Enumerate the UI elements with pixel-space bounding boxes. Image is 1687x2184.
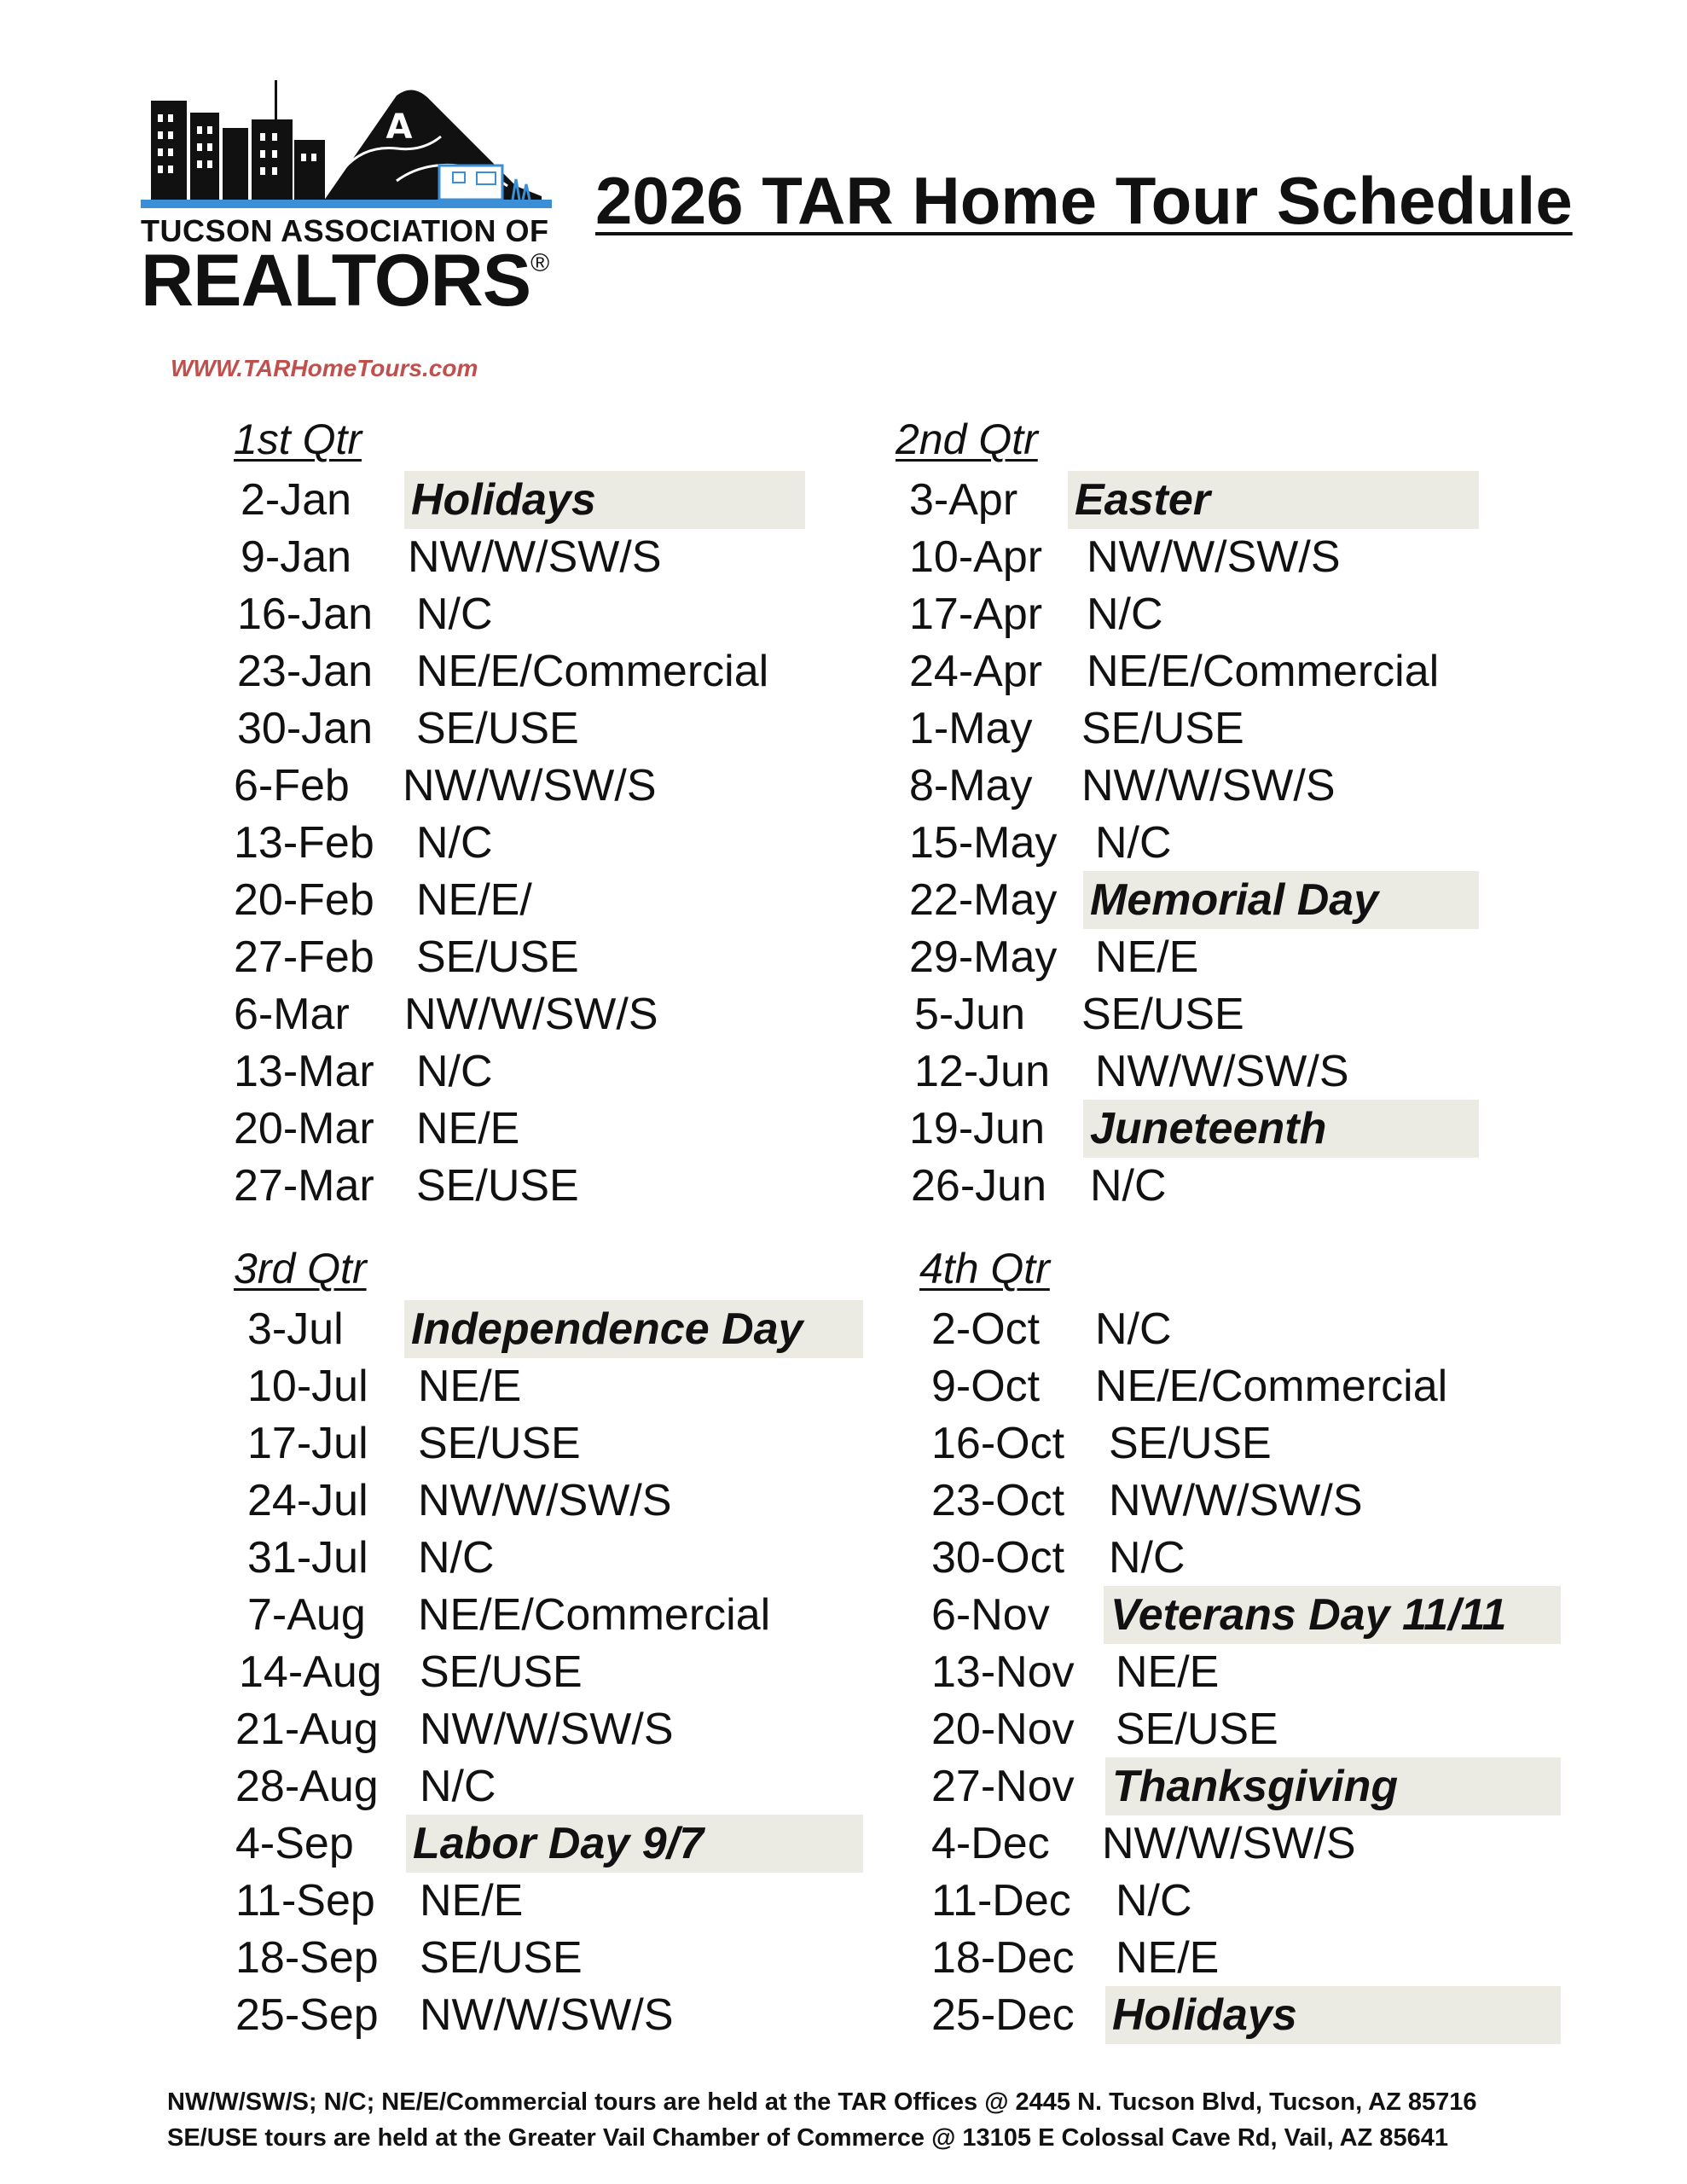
tour-area: SE/USE — [1109, 1419, 1272, 1468]
tour-date: 5-Jun — [914, 990, 1026, 1039]
tour-date: 28-Aug — [235, 1762, 379, 1811]
tour-date: 4-Sep — [235, 1819, 354, 1868]
svg-text:A: A — [386, 107, 413, 147]
logo-wordmark: REALTORS — [141, 240, 531, 322]
quarter-1-heading: 1st Qtr — [234, 415, 362, 463]
tour-area: NW/W/SW/S — [420, 1705, 674, 1754]
tour-date: 8-May — [909, 761, 1033, 810]
tour-area: N/C — [416, 590, 493, 639]
tour-area: SE/USE — [418, 1419, 581, 1468]
tour-area: NE/E — [420, 1876, 524, 1926]
tour-date: 4-Dec — [931, 1819, 1050, 1868]
tour-date: 10-Apr — [909, 532, 1043, 582]
tour-date: 29-May — [909, 932, 1058, 982]
holiday-label: Holidays — [404, 471, 805, 529]
tour-date: 24-Apr — [909, 647, 1043, 696]
tour-date: 3-Apr — [909, 475, 1018, 525]
tour-area: NE/E/Commercial — [418, 1590, 771, 1640]
holiday-label: Juneteenth — [1083, 1100, 1479, 1158]
tour-area: SE/USE — [420, 1647, 583, 1697]
tour-date: 17-Apr — [909, 590, 1043, 639]
tour-date: 15-May — [909, 818, 1058, 868]
tour-date: 16-Jan — [237, 590, 373, 639]
tour-area: NW/W/SW/S — [408, 532, 662, 582]
tour-area: N/C — [416, 1047, 493, 1096]
quarter-3-heading: 3rd Qtr — [234, 1245, 367, 1292]
tour-date: 2-Jan — [241, 475, 352, 525]
tour-area: NE/E/Commercial — [1087, 647, 1440, 696]
tour-date: 18-Dec — [931, 1933, 1075, 1983]
tour-area: N/C — [420, 1762, 496, 1811]
tour-date: 22-May — [909, 875, 1058, 925]
tour-date: 11-Sep — [235, 1876, 375, 1926]
tour-date: 24-Jul — [247, 1476, 368, 1525]
page-title: 2026 TAR Home Tour Schedule — [595, 163, 1573, 238]
tour-date: 13-Feb — [234, 818, 374, 868]
tour-area: NW/W/SW/S — [1087, 532, 1341, 582]
holiday-label: Easter — [1068, 471, 1479, 529]
holiday-label: Independence Day — [404, 1300, 863, 1358]
city-mountain-skyline-icon — [141, 77, 552, 213]
tour-date: 6-Mar — [234, 990, 350, 1039]
tour-date: 27-Mar — [234, 1161, 374, 1211]
tour-date: 23-Jan — [237, 647, 373, 696]
tour-area: NW/W/SW/S — [420, 1990, 674, 2040]
tour-area: NE/E/Commercial — [416, 647, 769, 696]
tour-date: 2-Oct — [931, 1304, 1041, 1354]
tour-area: NW/W/SW/S — [1095, 1047, 1349, 1096]
tour-date: 3-Jul — [247, 1304, 344, 1354]
tour-area: N/C — [1090, 1161, 1167, 1211]
tour-area: NW/W/SW/S — [403, 761, 657, 810]
tour-area: NE/E/Commercial — [1095, 1362, 1448, 1411]
tour-date: 27-Nov — [931, 1762, 1075, 1811]
tour-area: NW/W/SW/S — [1109, 1476, 1363, 1525]
holiday-label: Holidays — [1105, 1986, 1561, 2044]
holiday-label: Memorial Day — [1083, 871, 1479, 929]
tour-date: 27-Feb — [234, 932, 374, 982]
footer-note-line2: SE/USE tours are held at the Greater Vail Chamber of Commerce @ 13105 E Colossal Cave Rd, Vail, AZ 85641 — [167, 2124, 1448, 2152]
tour-date: 13-Nov — [931, 1647, 1075, 1697]
tour-area: SE/USE — [416, 932, 579, 982]
tour-date: 16-Oct — [931, 1419, 1065, 1468]
tour-date: 30-Jan — [237, 704, 373, 753]
registered-mark: ® — [530, 249, 549, 277]
tour-date: 20-Nov — [931, 1705, 1075, 1754]
tour-area: NE/E — [418, 1362, 522, 1411]
holiday-label: Labor Day 9/7 — [406, 1815, 863, 1873]
tour-date: 9-Oct — [931, 1362, 1041, 1411]
tour-area: N/C — [1095, 818, 1172, 868]
tour-area: N/C — [1109, 1533, 1186, 1583]
tar-logo — [141, 77, 552, 326]
tour-date: 17-Jul — [247, 1419, 368, 1468]
tour-date: 13-Mar — [234, 1047, 374, 1096]
tour-date: 21-Aug — [235, 1705, 379, 1754]
tour-date: 20-Feb — [234, 875, 374, 925]
tour-area: NW/W/SW/S — [1102, 1819, 1356, 1868]
holiday-label: Thanksgiving — [1105, 1757, 1561, 1815]
tour-date: 12-Jun — [914, 1047, 1050, 1096]
tour-area: N/C — [1095, 1304, 1172, 1354]
tour-area: NW/W/SW/S — [1081, 761, 1336, 810]
tour-area: SE/USE — [1081, 990, 1244, 1039]
tour-area: N/C — [418, 1533, 495, 1583]
tour-date: 23-Oct — [931, 1476, 1065, 1525]
holiday-label: Veterans Day 11/11 — [1104, 1586, 1561, 1644]
tour-date: 18-Sep — [235, 1933, 379, 1983]
tour-area: SE/USE — [1081, 704, 1244, 753]
tour-area: NE/E — [416, 1104, 520, 1153]
tour-area: NW/W/SW/S — [404, 990, 658, 1039]
tour-area: NE/E — [1116, 1647, 1220, 1697]
quarter-2-heading: 2nd Qtr — [896, 415, 1038, 463]
tour-area: SE/USE — [1116, 1705, 1278, 1754]
logo-line1: TUCSON ASSOCIATION OF — [141, 213, 549, 248]
tour-area: NE/E/ — [416, 875, 532, 925]
tour-area: NE/E — [1095, 932, 1199, 982]
logo-line2 — [141, 240, 549, 322]
tour-area: N/C — [1087, 590, 1163, 639]
tour-date: 9-Jan — [241, 532, 352, 582]
tour-area: SE/USE — [416, 1161, 579, 1211]
tour-date: 14-Aug — [239, 1647, 382, 1697]
quarter-4-heading: 4th Qtr — [919, 1245, 1050, 1292]
tour-date: 7-Aug — [247, 1590, 366, 1640]
tour-date: 19-Jun — [909, 1104, 1045, 1153]
tour-date: 26-Jun — [911, 1161, 1046, 1211]
tour-area: SE/USE — [416, 704, 579, 753]
tour-area: N/C — [1116, 1876, 1192, 1926]
tour-date: 1-May — [909, 704, 1033, 753]
tour-date: 20-Mar — [234, 1104, 374, 1153]
tour-date: 6-Feb — [234, 761, 350, 810]
tour-date: 11-Dec — [931, 1876, 1071, 1926]
tour-area: NE/E — [1116, 1933, 1220, 1983]
tour-date: 30-Oct — [931, 1533, 1065, 1583]
website-link[interactable]: WWW.TARHomeTours.com — [171, 355, 478, 381]
footer-note-line1: NW/W/SW/S; N/C; NE/E/Commercial tours are held at the TAR Offices @ 2445 N. Tucson Blvd, Tucson, AZ 85716 — [167, 2088, 1477, 2116]
tour-area: NW/W/SW/S — [418, 1476, 672, 1525]
tour-date: 25-Sep — [235, 1990, 379, 2040]
tour-date: 10-Jul — [247, 1362, 368, 1411]
tour-date: 6-Nov — [931, 1590, 1050, 1640]
tour-date: 25-Dec — [931, 1990, 1075, 2040]
tour-area: SE/USE — [420, 1933, 583, 1983]
tour-area: N/C — [416, 818, 493, 868]
tour-date: 31-Jul — [247, 1533, 368, 1583]
